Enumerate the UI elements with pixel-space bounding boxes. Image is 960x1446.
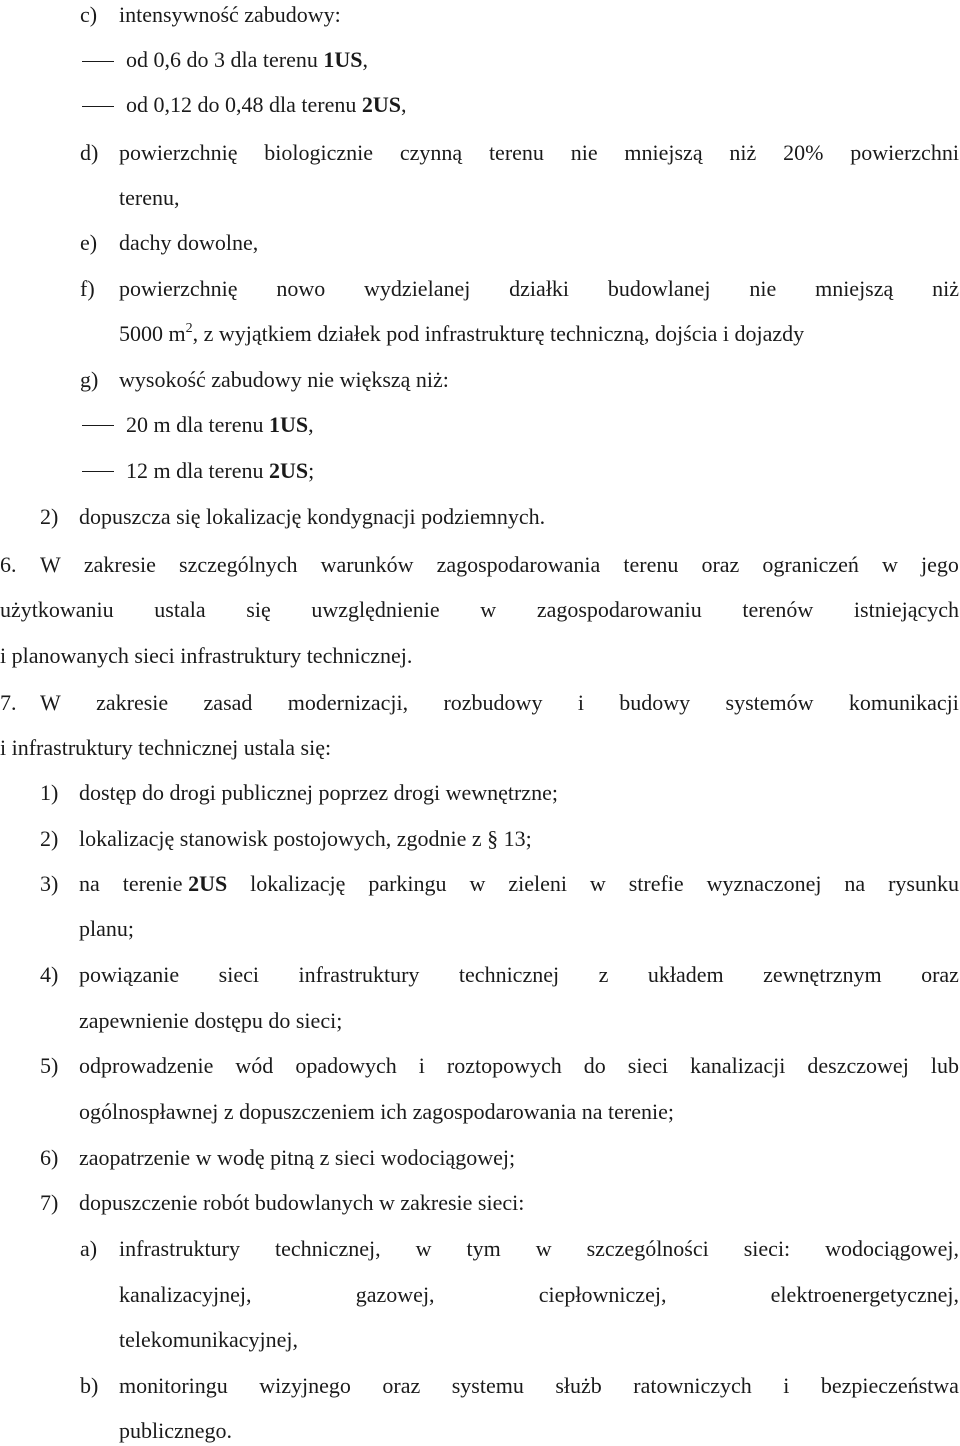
word: w — [589, 871, 606, 896]
word: zasad — [203, 690, 253, 715]
word: powierzchnię — [119, 276, 238, 301]
word: terenu — [488, 140, 544, 165]
word: powierzchnię — [119, 140, 238, 165]
word: i — [418, 1053, 425, 1078]
word: zakresie — [96, 690, 169, 715]
word: nie — [749, 276, 777, 301]
list-item-text: dopuszczenie robót budowlanych w zakresie sieci: — [79, 1190, 525, 1215]
word: działki — [509, 276, 570, 301]
justified-line — [119, 1282, 959, 1308]
list-item-text: intensywność zabudowy: — [119, 2, 341, 27]
word: z — [598, 962, 609, 987]
word: terenów — [742, 597, 814, 622]
word: wód — [235, 1053, 274, 1078]
word: powierzchni — [850, 140, 959, 165]
word: do — [583, 1053, 606, 1078]
word: lub — [930, 1053, 959, 1078]
list-item-text: dopuszcza się lokalizację kondygnacji podziemnych. — [79, 504, 546, 529]
word: gazowej, — [355, 1282, 435, 1307]
word: systemów — [725, 690, 814, 715]
word: w — [469, 871, 486, 896]
word: parkingu — [368, 871, 447, 896]
word: oraz — [382, 1373, 421, 1398]
word: W — [40, 552, 61, 577]
list-marker: 6) — [40, 1145, 59, 1170]
list-item-text: dachy dowolne, — [119, 230, 259, 255]
word: monitoringu — [119, 1373, 228, 1398]
word: szczególności — [586, 1236, 709, 1261]
word: zakresie — [83, 552, 156, 577]
word: zagospodarowaniu — [536, 597, 702, 622]
word: kanalizacji — [690, 1053, 786, 1078]
word: w — [535, 1236, 552, 1261]
section-number: 7. — [0, 690, 17, 715]
word: rozbudowy — [443, 690, 543, 715]
word: i — [783, 1373, 790, 1398]
word: niż — [932, 276, 959, 301]
word: sieci — [218, 962, 259, 987]
word: służb — [555, 1373, 602, 1398]
list-marker: f) — [80, 276, 95, 301]
word: komunikacji — [848, 690, 959, 715]
word: rysunku — [888, 871, 959, 896]
word: infrastruktury — [119, 1236, 240, 1261]
dash-item-text: od 0,6 do 3 dla terenu 1US, — [126, 47, 368, 72]
list-marker: b) — [80, 1373, 99, 1398]
word: tym — [466, 1236, 501, 1261]
list-marker: 7) — [40, 1190, 59, 1215]
list-item-text: telekomunikacyjnej, — [119, 1327, 298, 1352]
list-marker: d) — [80, 140, 99, 165]
paragraph-text: i infrastruktury technicznej ustala się: — [0, 735, 332, 760]
dash-item-text: od 0,12 do 0,48 dla terenu 2US, — [126, 92, 407, 117]
word: w — [480, 597, 497, 622]
word: terenie 2US — [122, 871, 228, 896]
list-item-text: terenu, — [119, 185, 180, 210]
word: oraz — [921, 962, 959, 987]
word: odprowadzenie — [79, 1053, 214, 1078]
word: roztopowych — [446, 1053, 562, 1078]
word: systemu — [451, 1373, 524, 1398]
list-item-text: lokalizację stanowisk postojowych, zgodnie z § 13; — [79, 826, 532, 851]
list-item-text: zapewnienie dostępu do sieci; — [79, 1008, 343, 1033]
word: lokalizację — [250, 871, 346, 896]
word: układem — [647, 962, 724, 987]
word: technicznej — [458, 962, 560, 987]
word: niż — [729, 140, 757, 165]
word: bezpieczeństwa — [820, 1373, 959, 1398]
list-marker: 4) — [40, 962, 59, 987]
word: jego — [920, 552, 959, 577]
word: sieci — [627, 1053, 669, 1078]
list-item-text: zaopatrzenie w wodę pitną z sieci wodociągowej; — [79, 1145, 516, 1170]
word: oraz — [701, 552, 740, 577]
word: budowlanej — [607, 276, 711, 301]
dash-bullet — [82, 106, 114, 107]
word: na — [844, 871, 866, 896]
word: w — [882, 552, 898, 577]
word: strefie — [628, 871, 684, 896]
word: nie — [570, 140, 598, 165]
dash-bullet — [82, 425, 114, 426]
word: istniejących — [853, 597, 959, 622]
word: szczególnych — [179, 552, 298, 577]
justified-line — [79, 871, 959, 897]
word: zewnętrznym — [763, 962, 882, 987]
dash-bullet — [82, 471, 114, 472]
list-item-text: publicznego. — [119, 1418, 233, 1443]
list-marker: 2) — [40, 826, 59, 851]
section-number: 6. — [0, 552, 17, 577]
word: elektroenergetycznej, — [770, 1282, 959, 1307]
list-marker: g) — [80, 367, 99, 392]
word: zieleni — [508, 871, 567, 896]
list-item-text: planu; — [79, 916, 134, 941]
justified-line — [119, 1236, 959, 1262]
justified-line — [119, 140, 959, 166]
list-item-text: 5000 $m^2$, z wyjątkiem działek pod infrastrukturę techniczną, dojścia i dojazdy — [119, 321, 805, 346]
justified-line — [79, 962, 959, 988]
word: kanalizacyjnej, — [119, 1282, 252, 1307]
word: technicznej, — [274, 1236, 381, 1261]
word: mniejszą — [815, 276, 894, 301]
word: uwzględnienie — [311, 597, 440, 622]
word: zagospodarowania — [436, 552, 601, 577]
list-marker: 1) — [40, 780, 59, 805]
word: wizyjnego — [259, 1373, 351, 1398]
paragraph-text: i planowanych sieci infrastruktury technicznej. — [0, 643, 413, 668]
word: ograniczeń — [762, 552, 859, 577]
word: warunków — [320, 552, 414, 577]
dash-bullet — [82, 61, 114, 62]
dash-item-text: 20 m dla terenu 1US, — [126, 412, 314, 437]
word: budowy — [619, 690, 691, 715]
word: ratowniczych — [633, 1373, 752, 1398]
word: infrastruktury — [298, 962, 420, 987]
list-item-text: wysokość zabudowy nie większą niż: — [119, 367, 449, 392]
word: wydzielanej — [364, 276, 471, 301]
word: na — [79, 871, 100, 896]
list-marker: 2) — [40, 504, 59, 529]
list-marker: c) — [80, 2, 98, 27]
word: opadowych — [295, 1053, 397, 1078]
word: W — [40, 690, 61, 715]
justified-line — [40, 690, 959, 716]
word: ustala — [154, 597, 206, 622]
list-item-text: dostęp do drogi publicznej poprzez drogi wewnętrzne; — [79, 780, 558, 805]
word: użytkowaniu — [0, 597, 114, 622]
list-marker: 5) — [40, 1053, 59, 1078]
justified-line — [119, 276, 959, 302]
word: powiązanie — [79, 962, 180, 987]
word: w — [415, 1236, 432, 1261]
word: mniejszą — [624, 140, 703, 165]
word: i — [577, 690, 584, 715]
word: deszczowej — [807, 1053, 909, 1078]
list-item-text: ogólnospławnej z dopuszczeniem ich zagospodarowania na terenie; — [79, 1099, 674, 1124]
list-marker: a) — [80, 1236, 98, 1261]
dash-item-text: 12 m dla terenu 2US; — [126, 458, 315, 483]
justified-line — [119, 1373, 959, 1399]
word: biologicznie — [264, 140, 374, 165]
word: czynną — [399, 140, 463, 165]
list-marker: e) — [80, 230, 98, 255]
word: nowo — [276, 276, 326, 301]
list-marker: 3) — [40, 871, 59, 896]
justified-line — [40, 552, 959, 578]
justified-line — [0, 597, 959, 623]
word: wyznaczonej — [706, 871, 822, 896]
word: ciepłowniczej, — [538, 1282, 667, 1307]
word: się — [246, 597, 271, 622]
word: modernizacji, — [287, 690, 409, 715]
word: 20% — [783, 140, 824, 165]
word: sieci: — [743, 1236, 791, 1261]
justified-line — [79, 1053, 959, 1079]
word: wodociągowej, — [825, 1236, 959, 1261]
word: terenu — [623, 552, 679, 577]
